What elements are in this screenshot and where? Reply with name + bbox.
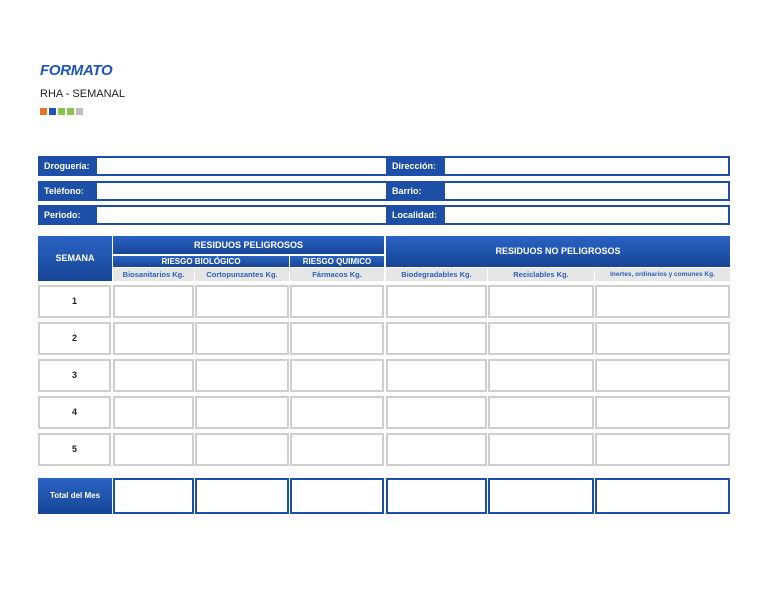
week-3-label: 3 bbox=[38, 359, 111, 392]
week-1-cortopunzantes-cell[interactable] bbox=[195, 285, 289, 318]
week-5-farmacos-cell[interactable] bbox=[290, 433, 384, 466]
week-5-biosanitarios-cell[interactable] bbox=[113, 433, 194, 466]
week-4-biosanitarios-cell[interactable] bbox=[113, 396, 194, 429]
week-2-reciclables-cell[interactable] bbox=[488, 322, 594, 355]
total-mes-label: Total del Mes bbox=[38, 478, 112, 514]
total-farmacos-cell[interactable] bbox=[290, 478, 384, 514]
week-3-biosanitarios-cell[interactable] bbox=[113, 359, 194, 392]
col-header-inertes: Inertes, ordinarios y comunes Kg. bbox=[595, 268, 730, 281]
week-3-farmacos-cell[interactable] bbox=[290, 359, 384, 392]
week-1-biosanitarios-cell[interactable] bbox=[113, 285, 194, 318]
form-subtitle: RHA - SEMANAL bbox=[40, 88, 125, 100]
swatch-orange bbox=[40, 108, 47, 115]
riesgo-quimico-header: RIESGO QUIMICO bbox=[290, 255, 384, 267]
direccion-field[interactable] bbox=[443, 156, 730, 176]
swatch-green bbox=[58, 108, 65, 115]
total-biosanitarios-cell[interactable] bbox=[113, 478, 194, 514]
peligrosos-header: RESIDUOS PELIGROSOS bbox=[113, 236, 384, 254]
week-2-biosanitarios-cell[interactable] bbox=[113, 322, 194, 355]
week-3-cortopunzantes-cell[interactable] bbox=[195, 359, 289, 392]
week-2-biodegradables-cell[interactable] bbox=[386, 322, 487, 355]
week-4-inertes-cell[interactable] bbox=[595, 396, 730, 429]
form-title: FORMATO bbox=[40, 62, 113, 79]
localidad-label: Localidad: bbox=[386, 205, 443, 225]
swatch-blue bbox=[49, 108, 56, 115]
week-1-label: 1 bbox=[38, 285, 111, 318]
swatch-gray bbox=[76, 108, 83, 115]
total-cortopunzantes-cell[interactable] bbox=[195, 478, 289, 514]
week-5-biodegradables-cell[interactable] bbox=[386, 433, 487, 466]
week-1-biodegradables-cell[interactable] bbox=[386, 285, 487, 318]
col-header-reciclables: Reciclables Kg. bbox=[488, 268, 594, 281]
riesgo-biologico-header: RIESGO BIOLÓGICO bbox=[113, 255, 289, 267]
periodo-label: Periodo: bbox=[38, 205, 95, 225]
col-header-cortopunzantes: Cortopunzantes Kg. bbox=[195, 268, 289, 281]
barrio-label: Barrio: bbox=[386, 181, 443, 201]
barrio-field[interactable] bbox=[443, 181, 730, 201]
week-2-inertes-cell[interactable] bbox=[595, 322, 730, 355]
telefono-label: Teléfono: bbox=[38, 181, 95, 201]
week-5-cortopunzantes-cell[interactable] bbox=[195, 433, 289, 466]
swatch-green-2 bbox=[67, 108, 74, 115]
no-peligrosos-header: RESIDUOS NO PELIGROSOS bbox=[386, 236, 730, 267]
week-1-inertes-cell[interactable] bbox=[595, 285, 730, 318]
week-3-reciclables-cell[interactable] bbox=[488, 359, 594, 392]
semana-header: SEMANA bbox=[38, 236, 112, 281]
week-2-cortopunzantes-cell[interactable] bbox=[195, 322, 289, 355]
week-2-label: 2 bbox=[38, 322, 111, 355]
week-4-reciclables-cell[interactable] bbox=[488, 396, 594, 429]
week-3-inertes-cell[interactable] bbox=[595, 359, 730, 392]
periodo-field[interactable] bbox=[95, 205, 420, 225]
telefono-field[interactable] bbox=[95, 181, 420, 201]
direccion-label: Dirección: bbox=[386, 156, 443, 176]
week-4-farmacos-cell[interactable] bbox=[290, 396, 384, 429]
drogueria-label: Droguería: bbox=[38, 156, 95, 176]
total-biodegradables-cell[interactable] bbox=[386, 478, 487, 514]
form-row-2 bbox=[38, 181, 730, 201]
week-5-label: 5 bbox=[38, 433, 111, 466]
week-4-biodegradables-cell[interactable] bbox=[386, 396, 487, 429]
week-1-reciclables-cell[interactable] bbox=[488, 285, 594, 318]
form-row-3 bbox=[38, 205, 730, 225]
col-header-biodegradables: Biodegradables Kg. bbox=[386, 268, 487, 281]
col-header-biosanitarios: Biosanitarios Kg. bbox=[113, 268, 194, 281]
col-header-farmacos: Fármacos Kg. bbox=[290, 268, 384, 281]
color-swatches bbox=[40, 108, 83, 115]
week-4-cortopunzantes-cell[interactable] bbox=[195, 396, 289, 429]
drogueria-field[interactable] bbox=[95, 156, 420, 176]
week-2-farmacos-cell[interactable] bbox=[290, 322, 384, 355]
total-inertes-cell[interactable] bbox=[595, 478, 730, 514]
week-4-label: 4 bbox=[38, 396, 111, 429]
week-5-reciclables-cell[interactable] bbox=[488, 433, 594, 466]
week-3-biodegradables-cell[interactable] bbox=[386, 359, 487, 392]
localidad-field[interactable] bbox=[443, 205, 730, 225]
total-reciclables-cell[interactable] bbox=[488, 478, 594, 514]
form-row-1 bbox=[38, 156, 730, 176]
week-5-inertes-cell[interactable] bbox=[595, 433, 730, 466]
week-1-farmacos-cell[interactable] bbox=[290, 285, 384, 318]
